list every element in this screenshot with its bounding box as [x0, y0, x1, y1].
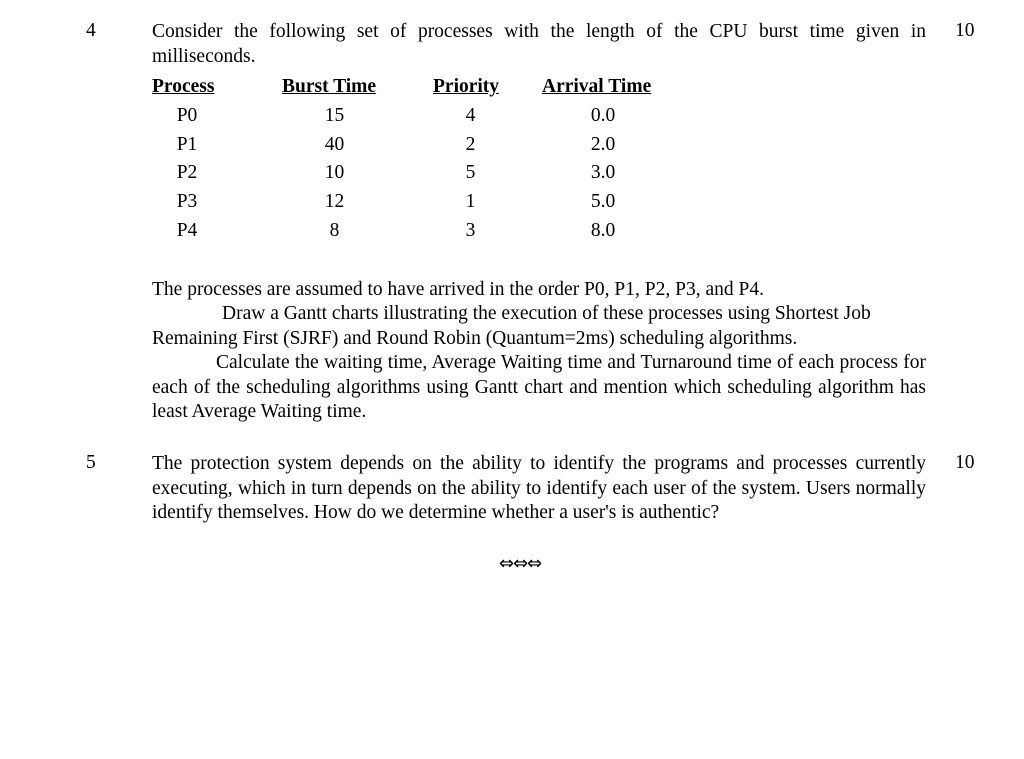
cell-burst-time: 12: [324, 191, 345, 212]
question-5-marks: 10: [955, 452, 975, 473]
cell-arrival-time: 8.0: [590, 220, 616, 241]
cell-burst-time: 8: [329, 220, 340, 241]
cell-process: P4: [176, 220, 198, 241]
cell-priority: 2: [465, 134, 476, 155]
cell-arrival-time: 0.0: [590, 105, 616, 126]
cell-priority: 5: [465, 162, 476, 183]
cell-burst-time: 10: [324, 162, 345, 183]
cell-process: P3: [176, 191, 198, 212]
question-4-intro: Consider the following set of processes with the length of the CPU burst time given in milliseconds.: [152, 21, 926, 67]
cell-burst-time: 15: [324, 105, 345, 126]
question-5-number: 5: [86, 452, 96, 473]
table-header-priority: Priority: [433, 76, 500, 97]
question-4-arrival-note: The processes are assumed to have arrived in the order P0, P1, P2, P3, and P4.: [152, 279, 764, 300]
cell-burst-time: 40: [324, 134, 345, 155]
question-4-gantt-instruction: Draw a Gantt charts illustrating the execution of these processes using Shortest Job Remaining First (SJRF) and Round Robin (Quantum=2ms) scheduling algorithms.: [152, 303, 871, 349]
question-4-number: 4: [86, 20, 96, 41]
question-4-calculation-instruction: Calculate the waiting time, Average Waiting time and Turnaround time of each process for each of the scheduling algorithms using Gantt chart and mention which scheduling algorithm has least Average Waiting time.: [152, 352, 926, 422]
cell-priority: 4: [465, 105, 476, 126]
table-header-burst-time: Burst Time: [282, 76, 377, 97]
cell-priority: 1: [465, 191, 476, 212]
table-header-process: Process: [152, 76, 215, 97]
cell-priority: 3: [465, 220, 476, 241]
end-of-paper-arrows-icon: ⇔⇔⇔: [498, 553, 542, 574]
question-5-text: The protection system depends on the ability to identify the programs and processes currently executing, which in turn depends on the ability to identify each user of the system. Users normally identify themselves. How do we determine whether a user's is authentic?: [152, 453, 926, 523]
table-header-arrival-time: Arrival Time: [542, 76, 652, 97]
cell-arrival-time: 2.0: [590, 134, 616, 155]
cell-arrival-time: 3.0: [590, 162, 616, 183]
cell-process: P2: [176, 162, 198, 183]
cell-process: P1: [176, 134, 198, 155]
cell-arrival-time: 5.0: [590, 191, 616, 212]
question-4-marks: 10: [955, 20, 975, 41]
cell-process: P0: [176, 105, 198, 126]
